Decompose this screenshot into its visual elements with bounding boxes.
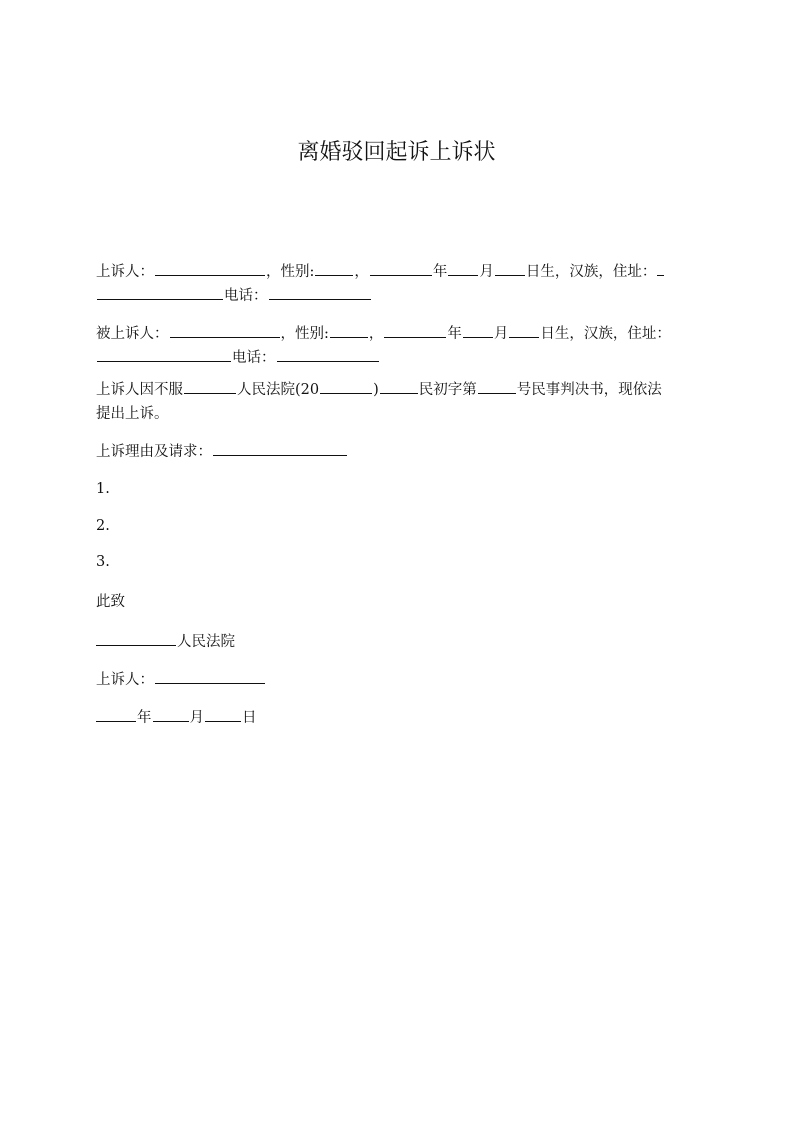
appellant-birth-address-label: 日生，汉族，住址： xyxy=(525,264,657,280)
appellant-month-blank xyxy=(448,260,478,276)
appellant-year-label: 年 xyxy=(432,264,448,280)
appellant-address-blank xyxy=(97,284,223,300)
appellee-sep: ， xyxy=(368,326,384,342)
date-day-blank xyxy=(205,706,241,722)
appellant-name-blank xyxy=(155,260,265,276)
refusal-part-5: 号民事判决书，现依法 xyxy=(516,382,662,398)
appellee-month-label: 月 xyxy=(493,326,509,342)
appellant-day-blank xyxy=(495,260,525,276)
document-title: 离婚驳回起诉上诉状 xyxy=(297,140,496,165)
appellant-label: 上诉人： xyxy=(96,264,154,280)
appellee-birth-address-label: 日生，汉族，住址： xyxy=(540,326,671,342)
appellee-day-blank xyxy=(509,322,539,338)
appellee-year-blank xyxy=(384,322,446,338)
appellee-name-blank xyxy=(170,322,280,338)
refusal-part-2: 人民法院(20 xyxy=(237,382,320,398)
refusal-part-1: 上诉人因不服 xyxy=(96,382,183,398)
refusal-paragraph xyxy=(96,378,708,426)
appellant-line-1 xyxy=(96,260,708,284)
appellant-paragraph xyxy=(96,260,708,308)
signature-blank xyxy=(155,668,265,684)
refusal-line-1 xyxy=(96,378,708,402)
appellee-address-blank xyxy=(97,346,231,362)
date-month-label: 月 xyxy=(189,710,204,726)
case-number-blank xyxy=(478,378,516,394)
appellant-month-label: 月 xyxy=(479,264,494,280)
appellant-line-2 xyxy=(96,284,708,308)
reasons-blank xyxy=(213,440,347,456)
appellee-month-blank xyxy=(463,322,493,338)
date-month-blank xyxy=(153,706,189,722)
appellant-phone-blank xyxy=(269,284,371,300)
appellant-gender-blank xyxy=(315,260,353,276)
appellee-year-label: 年 xyxy=(447,326,462,342)
appellant-gender-label: ，性别: xyxy=(266,264,315,280)
refusal-line-2 xyxy=(96,402,708,426)
appellee-phone-blank xyxy=(277,346,379,362)
appellee-paragraph xyxy=(96,322,708,370)
case-code-blank xyxy=(380,378,418,394)
refusal-part-4: 民初字第 xyxy=(418,382,477,398)
appellee-gender-blank xyxy=(330,322,368,338)
appellant-sep: ， xyxy=(354,264,369,280)
appellee-line-2 xyxy=(96,346,708,370)
court-suffix: 人民法院 xyxy=(177,634,235,650)
refusal-part-3: ) xyxy=(373,382,379,398)
signature-line xyxy=(96,668,708,692)
appellee-line-1 xyxy=(96,322,708,346)
court-name-blank xyxy=(184,378,236,394)
appellee-label: 被上诉人： xyxy=(96,326,169,342)
date-day-label: 日 xyxy=(242,710,257,726)
refusal-part-6: 提出上诉。 xyxy=(96,406,169,422)
reasons-label: 上诉理由及请求： xyxy=(96,444,212,460)
appellant-year-blank xyxy=(370,260,432,276)
reason-item-3: 3. xyxy=(96,554,110,570)
date-year-blank xyxy=(96,706,136,722)
appellee-gender-label: ，性别: xyxy=(280,326,329,342)
case-year-blank xyxy=(320,378,372,394)
closing-text: 此致 xyxy=(96,594,125,610)
reason-item-1: 1. xyxy=(96,481,110,497)
appellant-phone-label: 电话： xyxy=(224,288,268,304)
signature-label: 上诉人： xyxy=(96,672,154,688)
court-addressee-blank xyxy=(96,630,176,646)
court-addressee xyxy=(96,630,708,654)
appellee-phone-label: 电话： xyxy=(232,350,276,366)
date-year-label: 年 xyxy=(137,710,152,726)
reason-item-2: 2. xyxy=(96,518,110,534)
date-line xyxy=(96,706,708,730)
reasons-paragraph xyxy=(96,440,708,464)
appellant-address-blank-start xyxy=(657,260,664,276)
